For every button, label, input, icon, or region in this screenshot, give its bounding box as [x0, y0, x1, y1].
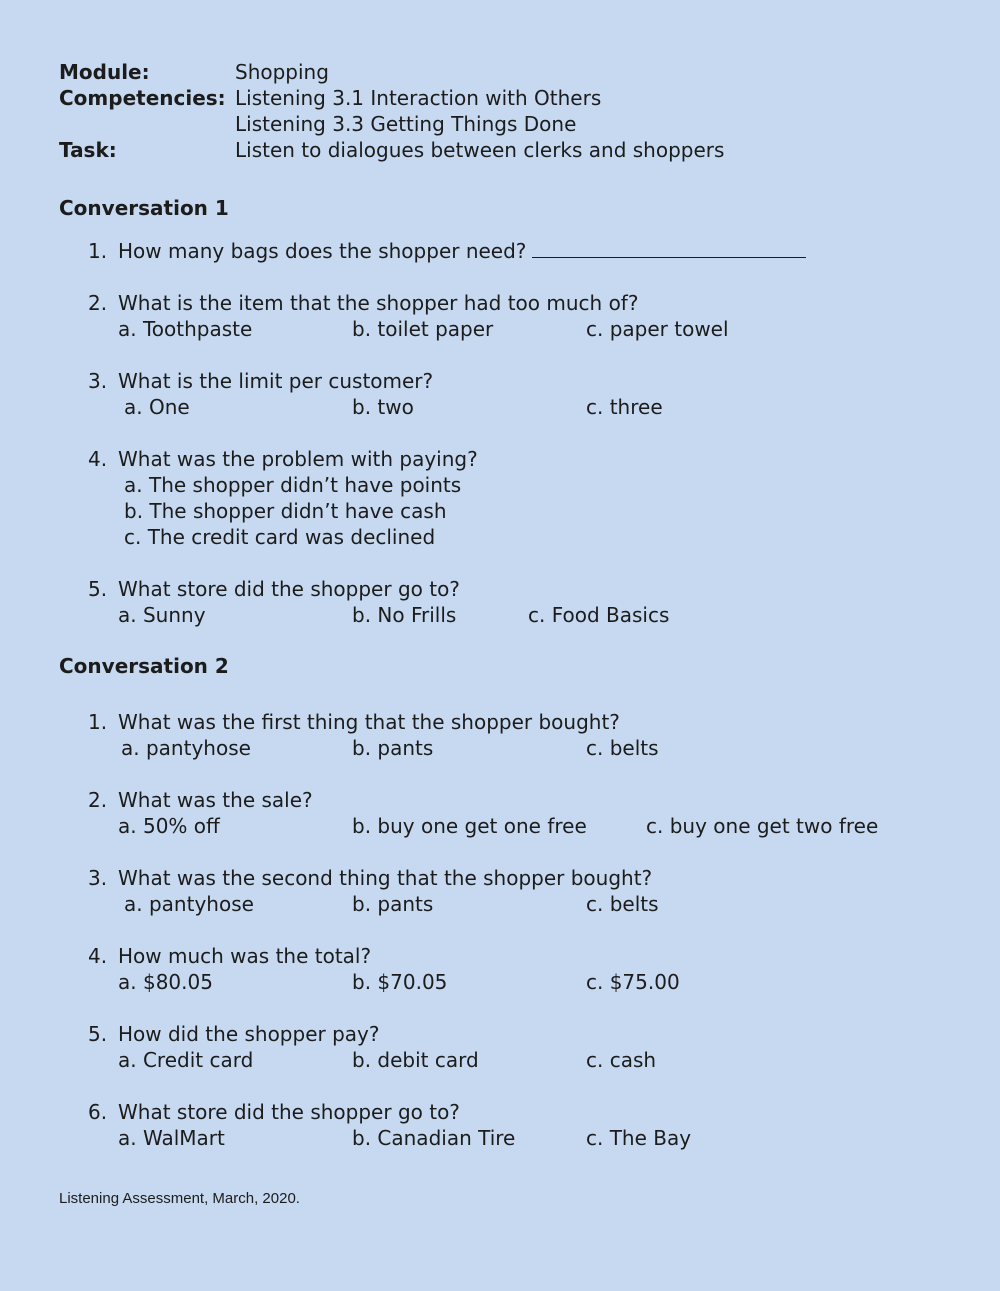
option-c[interactable]: c. The credit card was declined — [124, 525, 436, 549]
question-number: 1. — [88, 239, 108, 263]
option-b[interactable]: b. Canadian Tire — [352, 1126, 516, 1150]
competency-2: Listening 3.3 Getting Things Done — [235, 112, 577, 136]
option-c[interactable]: c. belts — [586, 736, 659, 760]
option-b[interactable]: b. toilet paper — [352, 317, 494, 341]
question-text: What was the second thing that the shopper bought? — [118, 866, 653, 890]
question-number: 2. — [88, 291, 108, 315]
question-number: 5. — [88, 1022, 108, 1046]
question-text: What was the first thing that the shopper bought? — [118, 710, 620, 734]
option-a[interactable]: a. WalMart — [118, 1126, 225, 1150]
question-text: How much was the total? — [118, 944, 372, 968]
task-value: Listen to dialogues between clerks and shoppers — [235, 138, 725, 162]
option-c[interactable]: c. paper towel — [586, 317, 729, 341]
question-text: How did the shopper pay? — [118, 1022, 380, 1046]
option-b[interactable]: b. buy one get one free — [352, 814, 587, 838]
option-a[interactable]: a. One — [124, 395, 190, 419]
question-text: How many bags does the shopper need? — [118, 239, 527, 263]
competencies-label: Competencies: — [59, 86, 226, 110]
question-text: What is the limit per customer? — [118, 369, 434, 393]
question-number: 3. — [88, 866, 108, 890]
option-a[interactable]: a. pantyhose — [121, 736, 251, 760]
question-text-with-blank — [118, 238, 806, 264]
question-number: 4. — [88, 447, 108, 471]
option-a[interactable]: a. Toothpaste — [118, 317, 253, 341]
question-text: What store did the shopper go to? — [118, 577, 460, 601]
option-b[interactable]: b. The shopper didn’t have cash — [124, 499, 447, 523]
option-c[interactable]: c. belts — [586, 892, 659, 916]
question-number: 1. — [88, 710, 108, 734]
conversation-2-title: Conversation 2 — [59, 654, 229, 678]
question-number: 5. — [88, 577, 108, 601]
option-b[interactable]: b. debit card — [352, 1048, 479, 1072]
answer-blank[interactable] — [532, 239, 806, 258]
option-a[interactable]: a. pantyhose — [124, 892, 254, 916]
question-text: What store did the shopper go to? — [118, 1100, 460, 1124]
option-c[interactable]: c. The Bay — [586, 1126, 692, 1150]
conversation-1-title: Conversation 1 — [59, 196, 229, 220]
competency-1: Listening 3.1 Interaction with Others — [235, 86, 602, 110]
option-a[interactable]: a. $80.05 — [118, 970, 213, 994]
question-number: 2. — [88, 788, 108, 812]
question-number: 6. — [88, 1100, 108, 1124]
option-a[interactable]: a. Credit card — [118, 1048, 254, 1072]
module-label: Module: — [59, 60, 150, 84]
option-c[interactable]: c. cash — [586, 1048, 657, 1072]
question-number: 3. — [88, 369, 108, 393]
option-c[interactable]: c. Food Basics — [528, 603, 670, 627]
question-text: What was the sale? — [118, 788, 313, 812]
option-c[interactable]: c. buy one get two free — [646, 814, 879, 838]
question-text: What is the item that the shopper had too much of? — [118, 291, 639, 315]
option-a[interactable]: a. 50% off — [118, 814, 220, 838]
option-b[interactable]: b. $70.05 — [352, 970, 448, 994]
footer-text: Listening Assessment, March, 2020. — [59, 1190, 300, 1207]
option-c[interactable]: c. $75.00 — [586, 970, 680, 994]
option-a[interactable]: a. The shopper didn’t have points — [124, 473, 462, 497]
option-b[interactable]: b. two — [352, 395, 414, 419]
module-value: Shopping — [235, 60, 329, 84]
option-b[interactable]: b. pants — [352, 736, 434, 760]
option-b[interactable]: b. No Frills — [352, 603, 457, 627]
option-b[interactable]: b. pants — [352, 892, 434, 916]
option-c[interactable]: c. three — [586, 395, 663, 419]
option-a[interactable]: a. Sunny — [118, 603, 206, 627]
question-text: What was the problem with paying? — [118, 447, 478, 471]
task-label: Task: — [59, 138, 117, 162]
question-number: 4. — [88, 944, 108, 968]
